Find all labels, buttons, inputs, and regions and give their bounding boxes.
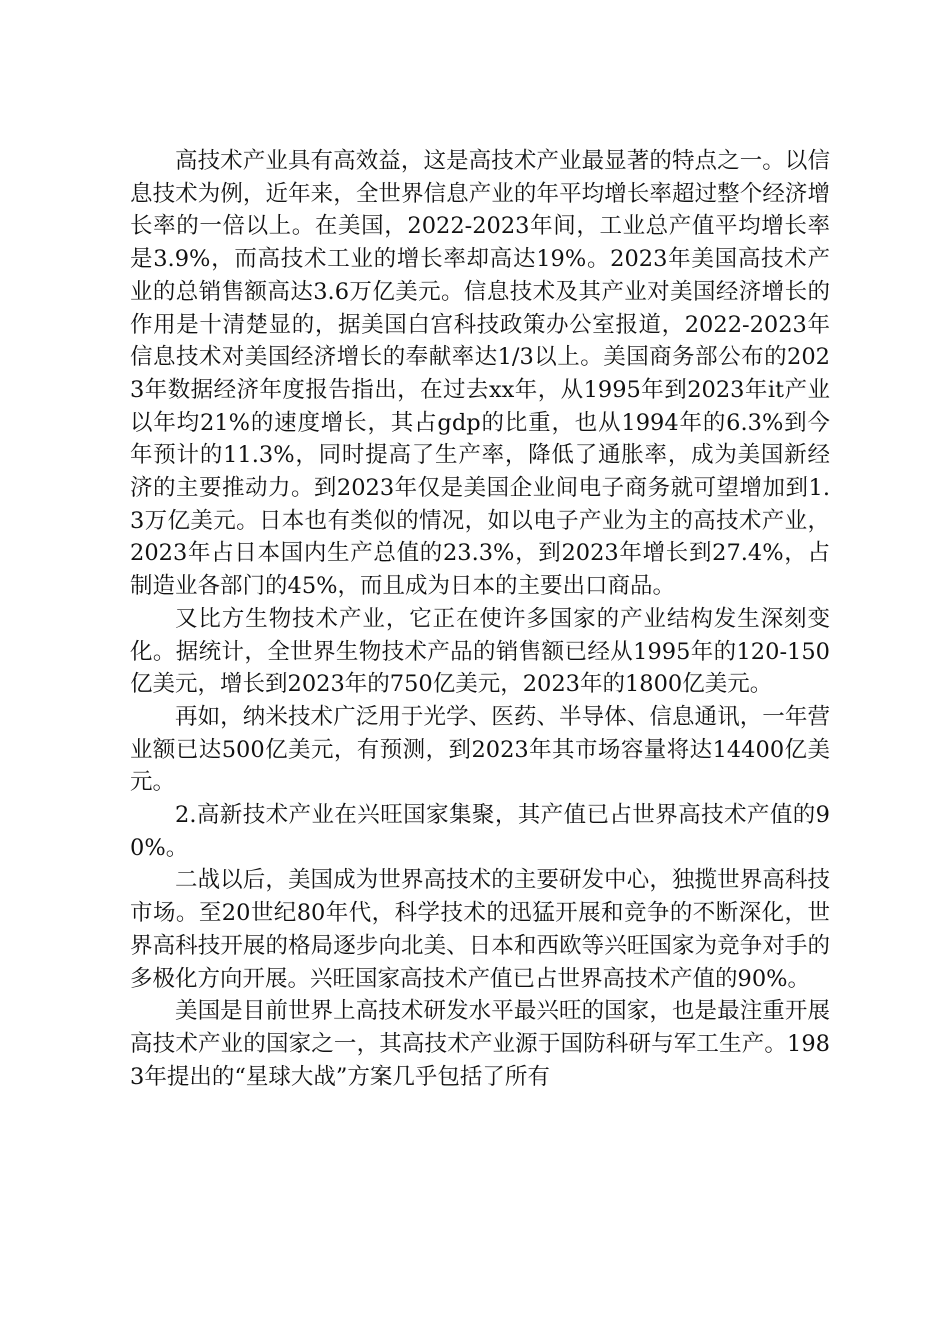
- paragraph-high-efficiency: 高技术产业具有高效益，这是高技术产业最显著的特点之一。以信息技术为例，近年来，全世界信息产业的年平均增长率超过整个经济增长率的一倍以上。在美国，2022-2023年间，工业总产值平均增长率是3.9%，而高技术工业的增长率却高达19%。2023年美国高技术产业的总销售额高达3.6万亿美元。信息技术及其产业对美国经济增长的作用是十清楚显的，据美国白宫科技政策办公室报道，2022-2023年信息技术对美国经济增长的奉献率达1/3以上。美国商务部公布的2023年数据经济年度报告指出，在过去xx年，从1995年到2023年it产业以年均21%的速度增长，其占gdp的比重，也从1994年的6.3%到今年预计的11.3%，同时提高了生产率，降低了通胀率，成为美国新经济的主要推动力。到2023年仅是美国企业间电子商务就可望增加到1.3万亿美元。日本也有类似的情况，如以电子产业为主的高技术产业，2023年占日本国内生产总值的23.3%，到2023年增长到27.4%，占制造业各部门的45%，而且成为日本的主要出口商品。: [130, 148, 830, 600]
- document-body: [130, 145, 830, 1093]
- paragraph-postwar: 二战以后，美国成为世界高技术的主要研发中心，独揽世界高科技市场。至20世纪80年代，科学技术的迅猛开展和竞争的不断深化，世界高科技开展的格局逐步向北美、日本和西欧等兴旺国家为竞争对手的多极化方向开展。兴旺国家高技术产值已占世界高技术产值的90%。: [130, 867, 830, 992]
- paragraph-usa: 美国是目前世界上高技术研发水平最兴旺的国家，也是最注重开展高技术产业的国家之一，其高技术产业源于国防科研与军工生产。1983年提出的“星球大战”方案几乎包括了所有: [130, 998, 830, 1090]
- paragraph-biotech: 又比方生物技术产业，它正在使许多国家的产业结构发生深刻变化。据统计，全世界生物技术产品的销售额已经从1995年的120-150亿美元，增长到2023年的750亿美元，2023年的1800亿美元。: [130, 605, 830, 698]
- section-heading-2: 2.高新技术产业在兴旺国家集聚，其产值已占世界高技术产值的90%。: [130, 802, 830, 861]
- paragraph-nanotech: 再如，纳米技术广泛用于光学、医药、半导体、信息通讯，一年营业额已达500亿美元，有预测，到2023年其市场容量将达14400亿美元。: [130, 703, 830, 796]
